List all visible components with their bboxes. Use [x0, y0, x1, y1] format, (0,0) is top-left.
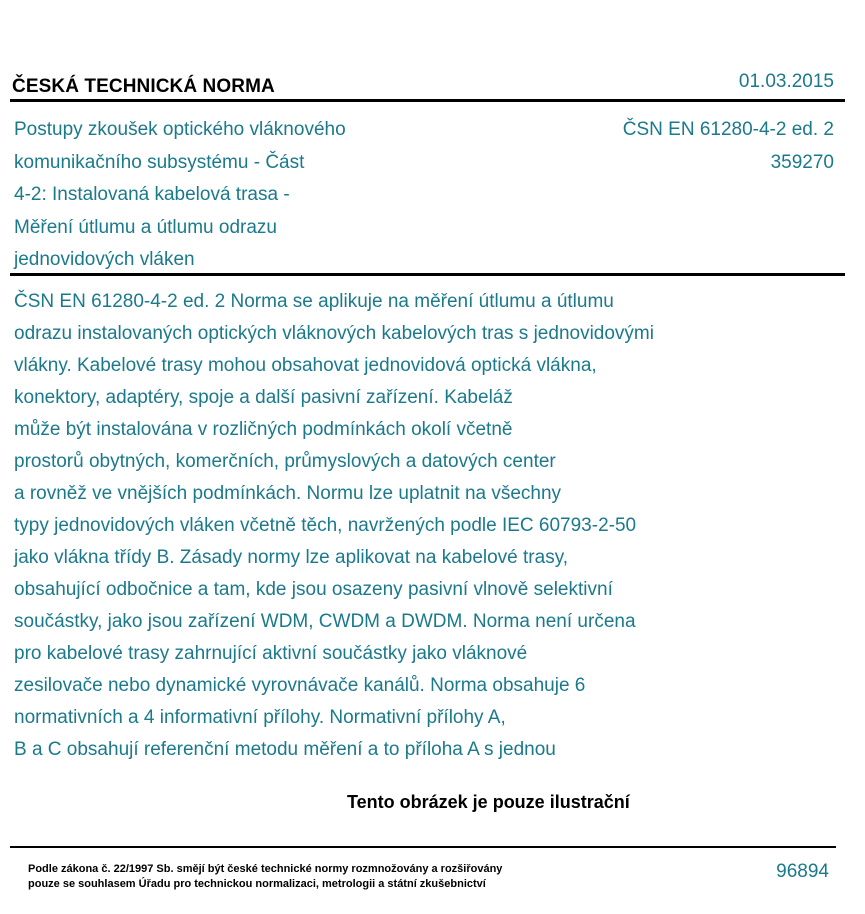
- publication-date: 01.03.2015: [738, 71, 834, 92]
- abstract-line: obsahující odbočnice a tam, kde jsou osazeny pasivní vlnově selektivní: [14, 579, 613, 600]
- standard-code: ČSN EN 61280-4-2 ed. 2: [622, 119, 834, 140]
- abstract-line: může být instalována v rozličných podmínkách okolí včetně: [14, 419, 513, 440]
- abstract-line: jako vlákna třídy B. Zásady normy lze aplikovat na kabelové trasy,: [14, 547, 569, 568]
- abstract-line: typy jednovidových vláken včetně těch, navržených podle IEC 60793-2-50: [14, 515, 637, 536]
- title-line: 4-2: Instalovaná kabelová trasa -: [14, 184, 290, 205]
- legal-line: pouze se souhlasem Úřadu pro technickou normalizaci, metrologii a státní zkušebnictví: [28, 878, 486, 890]
- abstract-line: konektory, adaptéry, spoje a další pasivní zařízení. Kabeláž: [14, 387, 513, 408]
- title-line: komunikačního subsystému - Část: [14, 151, 305, 173]
- title-line: jednovidových vláken: [14, 249, 195, 270]
- abstract-line: prostorů obytných, komerčních, průmyslových a datových center: [14, 451, 556, 472]
- header-divider: [10, 99, 845, 102]
- title-line: Postupy zkoušek optického vláknového: [14, 119, 346, 140]
- document-identifiers: [623, 114, 834, 179]
- title-divider: [10, 273, 845, 276]
- legal-line: Podle zákona č. 22/1997 Sb. smějí být české technické normy rozmnožovány a rozšiřovány: [28, 863, 503, 875]
- abstract-line: ČSN EN 61280-4-2 ed. 2 Norma se aplikuje na měření útlumu a útlumu: [14, 291, 614, 312]
- standard-heading: ČESKÁ TECHNICKÁ NORMA: [12, 76, 275, 97]
- abstract-line: součástky, jako jsou zařízení WDM, CWDM a DWDM. Norma není určena: [14, 611, 636, 632]
- abstract-line: pro kabelové trasy zahrnující aktivní součástky jako vláknové: [14, 643, 528, 664]
- class-number: 359270: [770, 151, 834, 173]
- abstract-line: a rovněž ve vnějších podmínkách. Normu lze uplatnit na všechny: [14, 483, 562, 504]
- abstract-line: vlákny. Kabelové trasy mohou obsahovat jednovidová optická vlákna,: [14, 355, 597, 376]
- abstract-line: B a C obsahují referenční metodu měření a to příloha A s jednou: [14, 739, 556, 760]
- abstract-line: zesilovače nebo dynamické vyrovnávače kanálů. Norma obsahuje 6: [14, 675, 586, 696]
- title-line: Měření útlumu a útlumu odrazu: [14, 216, 277, 238]
- legal-notice: [28, 862, 502, 892]
- footer-divider: [10, 846, 836, 848]
- abstract-text: [14, 286, 834, 766]
- page-header: [12, 70, 834, 98]
- abstract-line: odrazu instalovaných optických vláknových kabelových tras s jednovidovými: [14, 323, 654, 344]
- document-title: [14, 114, 414, 277]
- illustration-note: Tento obrázek je pouze ilustrační: [347, 792, 630, 812]
- abstract-line: normativních a 4 informativní přílohy. Normativní přílohy A,: [14, 707, 506, 728]
- document-number: 96894: [776, 861, 829, 882]
